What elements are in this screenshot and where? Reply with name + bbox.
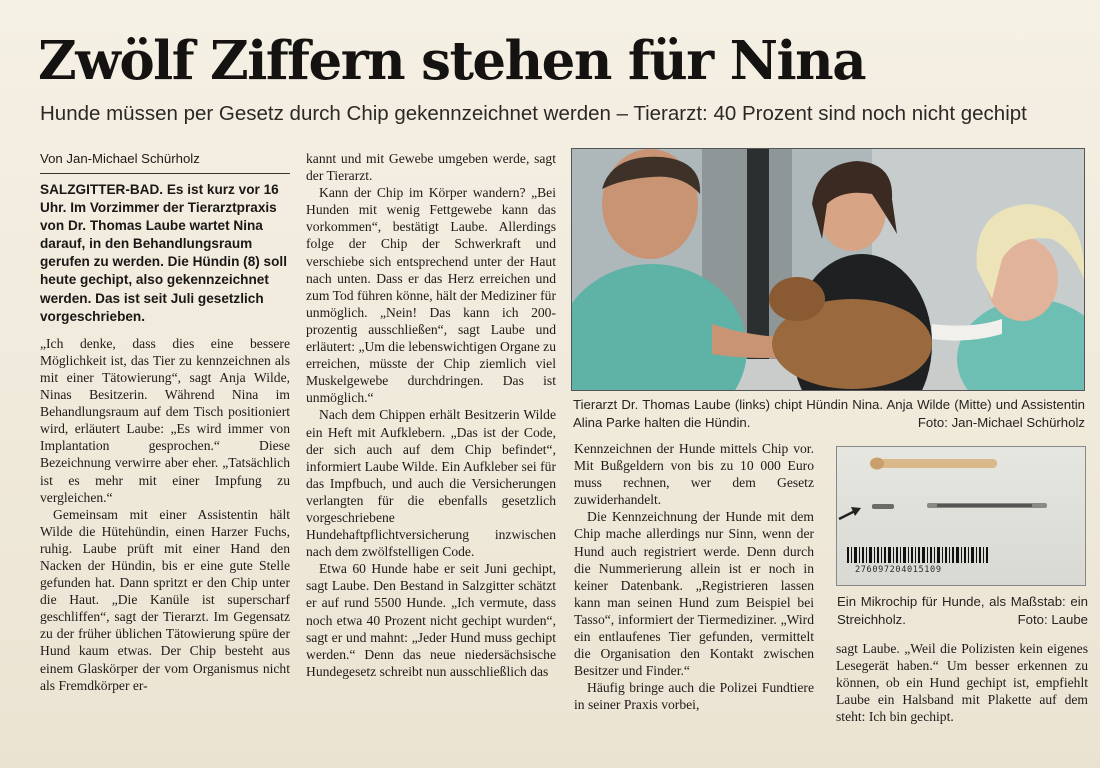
paragraph: Etwa 60 Hunde habe er seit Juni gechipt, sagt Laube. Den Bestand in Salzgitter schätzt er auf rund 5500 Hunde. „Ich vermute, dass noch etwa 40 Prozent nicht gechipt wurden“, sagt er und mahnt: „Jeder Hund muss gechipt werden.“ Denn das neue niedersächsische Hundegesetz schreibt nun ausschließlich das [306,561,556,679]
article-column-4 [836,640,1088,750]
microchip-photo [836,446,1086,586]
microchip-caption [837,593,1088,628]
paragraph: Gemeinsam mit einer Assistentin hält Wilde die Hütehündin, einen Harzer Fuchs, ruhig. Laube prüft mit einer Hand den Nacken der Hündin, bis er eine gute Stelle gefunden hat. Dann spritzt er den Chip unter die Haut. „Die Kanüle ist superscharf geschliffen“, sagt der Tierarzt. Im Gegensatz zu der früher üblichen Tätowierung spüre der Hund kaum etwas. Der Chip besteht aus einem Glaskörper der vom Organismus nicht als Fremdkörper er- [40,506,290,693]
vet-chipping-photo [571,148,1085,391]
photo-caption [573,396,1085,431]
caption-text: Ein Mikrochip für Hunde, als Maßstab: ein Streichholz. [837,594,1088,627]
byline: Von Jan-Michael Schürholz [40,150,290,174]
paragraph: kannt und mit Gewebe umgeben werde, sagt der Tierarzt. [306,151,556,184]
photo-credit: Foto: Laube [1017,611,1088,627]
paragraph: „Ich denke, dass dies eine bessere Möglichkeit ist, das Tier zu kennzeichnen als mit einer Tätowierung“, sagt Anja Wilde, Ninas Besitzerin. Während Nina im Behandlungsraum auf dem Tisch positioniert wird, erläutert Laube: „Es wird immer von Implantation gesprochen.“ Diese Bezeichnung verwirre aber eher. „Tatsächlich ist es mehr mit einer Impfung zu vergleichen.“ [40,335,290,505]
article-column-1 [40,150,290,746]
headline: Zwölf Ziffern stehen für Nina [38,30,866,92]
paragraph: Kennzeichnen der Hunde mittels Chip vor. Mit Bußgeldern von bis zu 10 000 Euro muss rechnen, wer dem Gesetz zuwiderhandelt. [574,441,814,508]
paragraph: Kann der Chip im Körper wandern? „Bei Hunden mit wenig Fettgewebe kann das vorkommen“, bestätigt Laube. Allerdings folge der Chip der Schwerkraft und verschiebe sich entsprechend unter der Haut nach unten. Dass er das Herz erreichen und zum Tod führen könne, hält der Mediziner für unmöglich. „Nein! Das kann ich 200-prozentig ausschließen“, sagt Laube und erläutert: „Um die lebenswichtigen Organe zu erreichen, müsste der Chip ziemlich viel Muskelgewebe durchdringen. Das ist unmöglich.“ [306,185,556,406]
photo-credit: Foto: Jan-Michael Schürholz [917,414,1085,430]
paragraph: sagt Laube. „Weil die Polizisten kein eigenes Lesegerät haben.“ Um besser erkennen zu können, ob ein Hund gechipt ist, empfiehlt Laube ein Halsband mit Plakette auf dem steht: Ich bin gechipt. [836,641,1088,725]
lead-paragraph: SALZGITTER-BAD. Es ist kurz vor 16 Uhr. Im Vorzimmer der Tierarztpraxis von Dr. Thomas Laube wartet Nina darauf, in den Behandlungsraum gerufen zu werden. Die Hündin (8) soll heute gechipt, also gekennzeichnet werden. Das ist seit Juli gesetzlich vorgeschrieben. [40,182,287,324]
article-column-3 [574,440,814,745]
paragraph: Nach dem Chippen erhält Besitzerin Wilde ein Heft mit Aufklebern. „Das ist der Code, der sich auch auf dem Chip befindet“, informiert Laube Wilde. Ein Aufkleber sei für das Impfbuch, und auch die Versicherungen verlangten für die ebenfalls gesetzlich vorgeschriebene Hundehaftpflichtversicherung inzwischen nach dem zwölfstelligen Code. [306,407,556,560]
caption-text: Tierarzt Dr. Thomas Laube (links) chipt Hündin Nina. Anja Wilde (Mitte) und Assistentin Alina Parke halten die Hündin. [573,397,1085,430]
subheadline: Hunde müssen per Gesetz durch Chip gekennzeichnet werden – Tierarzt: 40 Prozent sind noch nicht gechipt [40,102,1027,125]
barcode-icon [847,547,988,563]
paragraph: Häufig bringe auch die Polizei Fundtiere in seiner Praxis vorbei, [574,680,814,713]
paragraph: Die Kennzeichnung der Hunde mit dem Chip mache allerdings nur Sinn, wenn der Hund auch registriert werde. Denn durch die Nummerierung allein ist er noch in keiner Datenbank. „Registrieren lassen kann man seinen Hund zum Beispiel bei Tasso“, informiert der Tiermediziner. „Wird ein entlaufenes Tier gefunden, vermittelt die Organisation den Kontakt zwischen Besitzer und Finder.“ [574,509,814,679]
barcode-number: 276097204015109 [855,565,942,575]
article-column-2 [306,150,556,746]
photo-illustration [572,149,1085,391]
